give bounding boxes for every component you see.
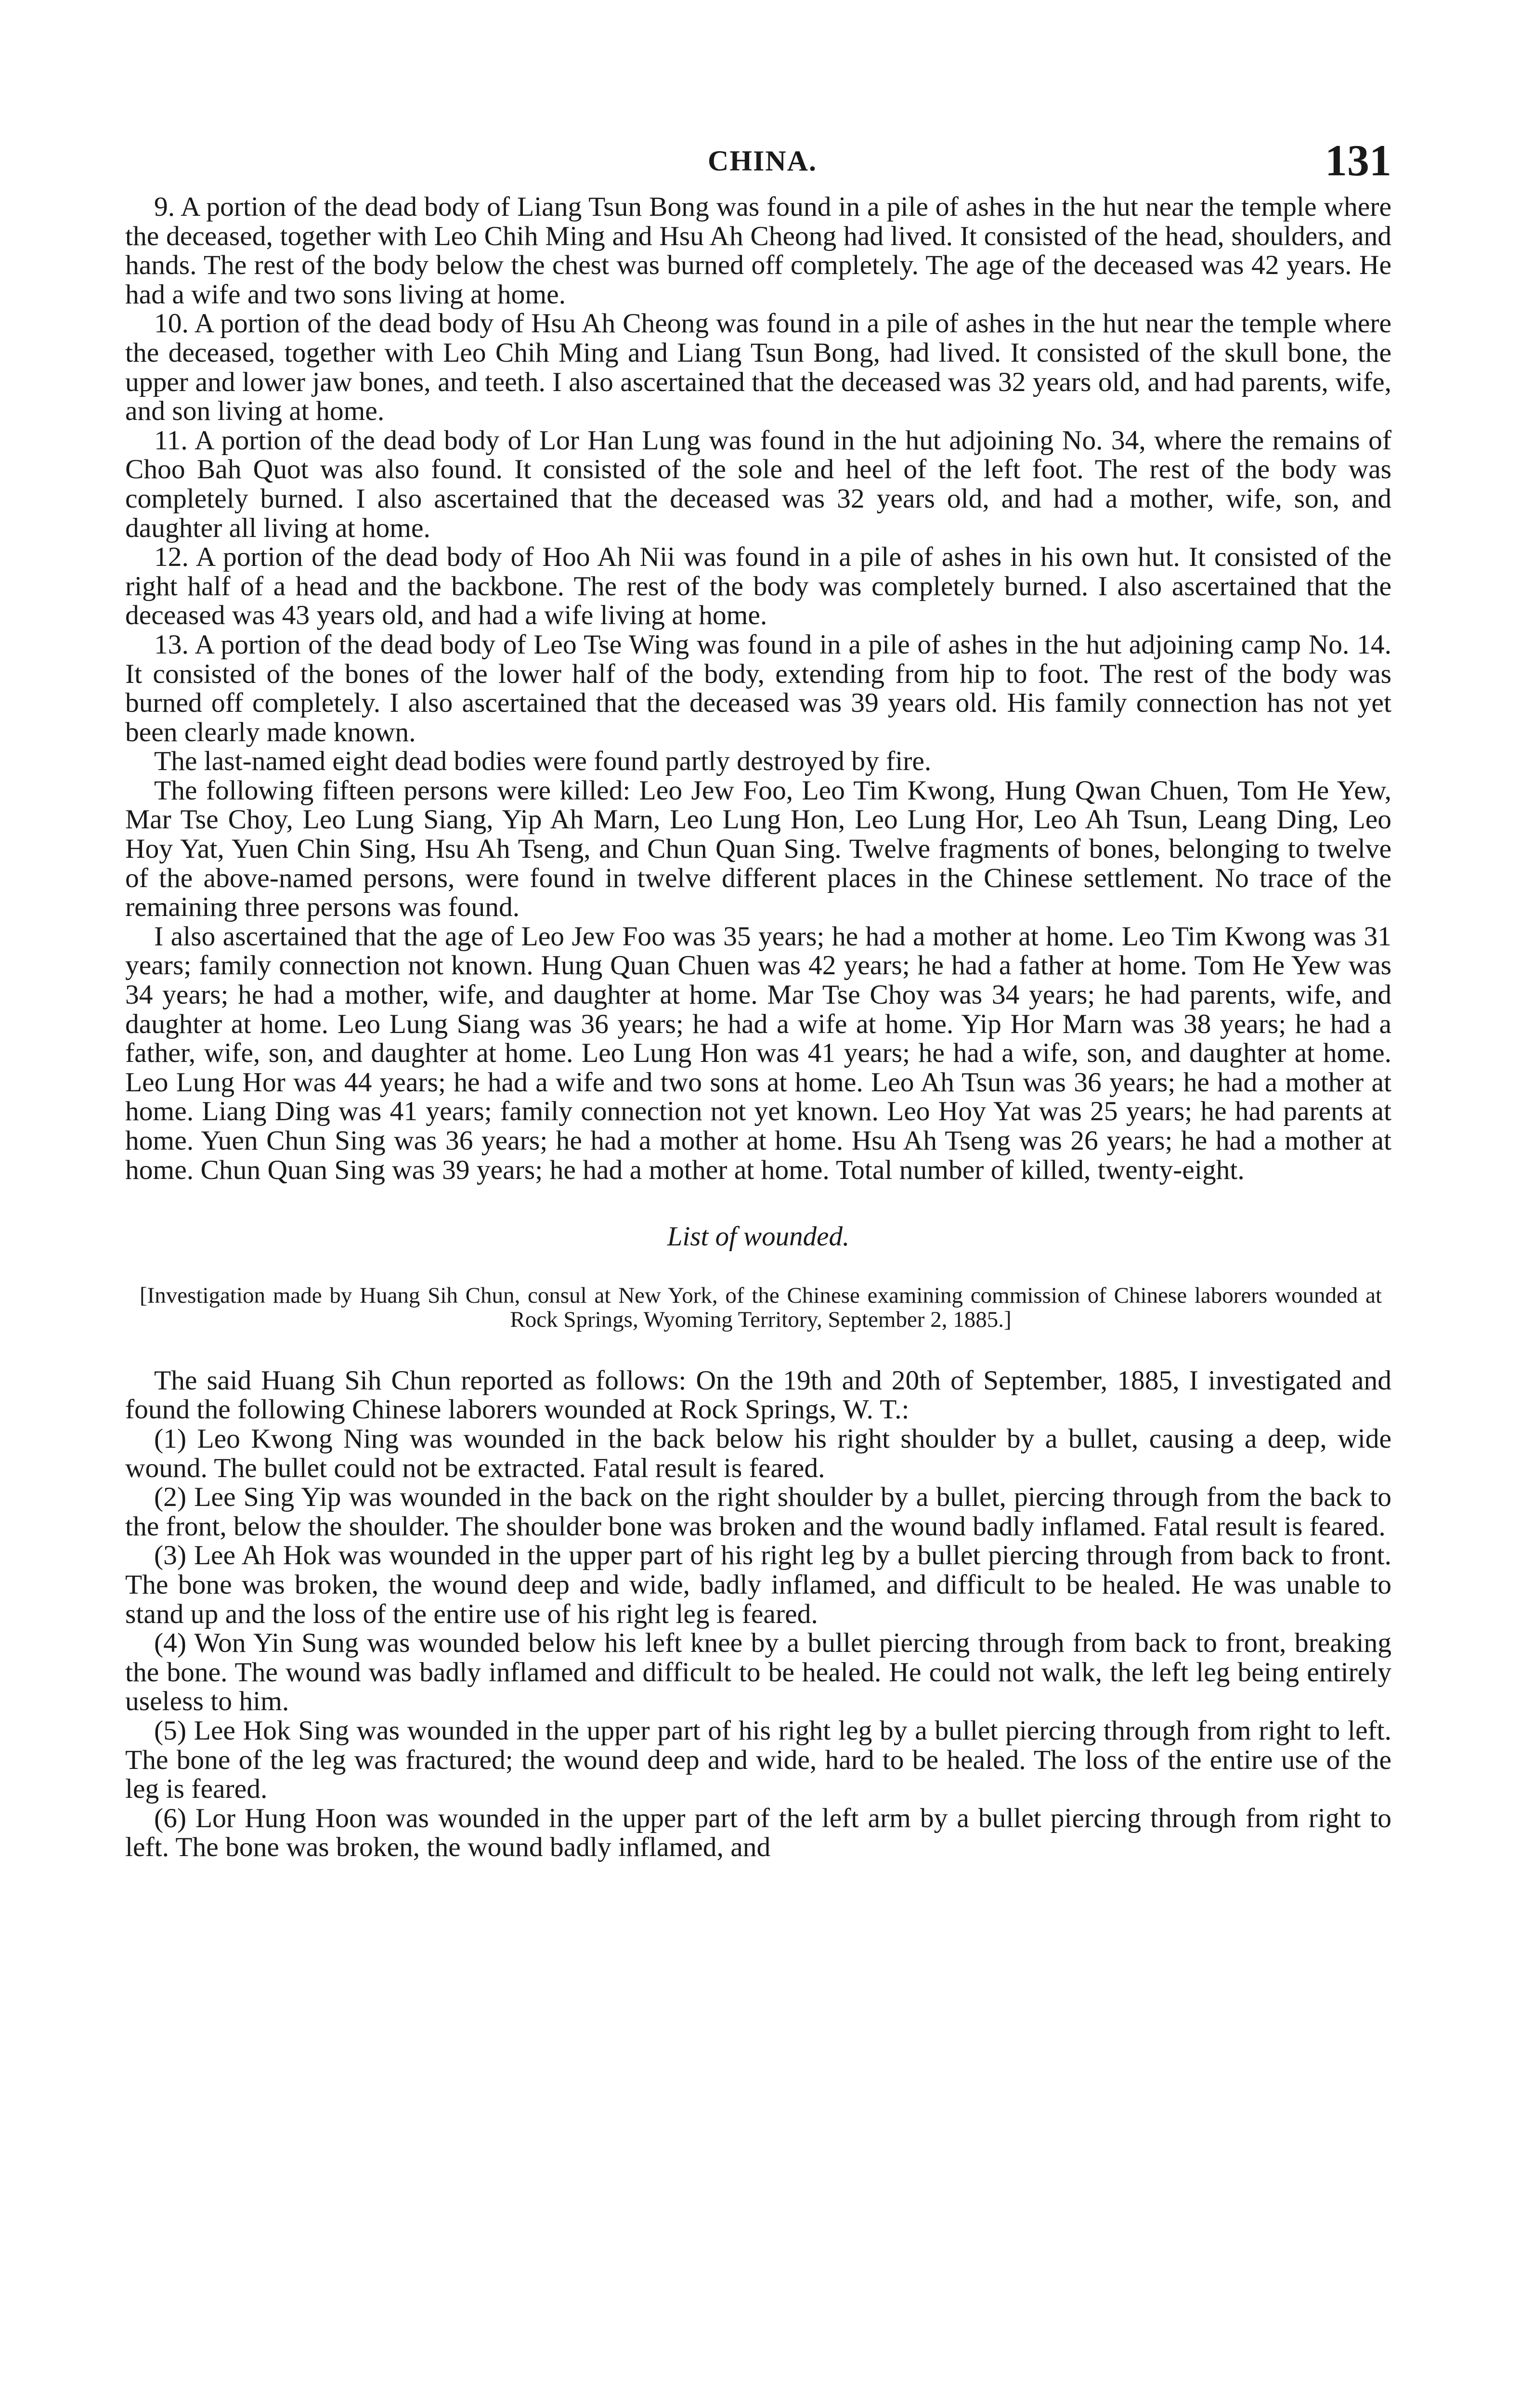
paragraph-item-13: 13. A portion of the dead body of Leo Tse Wing was found in a pile of ashes in the hut adjoining camp No. 14. It consisted of the bones of the lower half of the body, extending from hip to foot. The rest of the body was burned off completely. I also ascertained that the deceased was 39 years old. His family connection has not yet been clearly made known. bbox=[125, 629, 1391, 747]
paragraph-item-12: 12. A portion of the dead body of Hoo Ah Nii was found in a pile of ashes in his own hut. It consisted of the right half of a head and the backbone. The rest of the body was completely burned. I also ascertained that the deceased was 43 years old, and had a wife living at home. bbox=[125, 542, 1391, 631]
body-text-top bbox=[125, 193, 1391, 1185]
bracket-note: [Investigation made by Huang Sih Chun, consul at New York, of the Chinese examining commission of Chinese laborers wounded at Rock Springs, Wyoming Territory, September 2, 1885.] bbox=[140, 1283, 1382, 1332]
wounded-item-1: (1) Leo Kwong Ning was wounded in the back below his right shoulder by a bullet, causing a deep, wide wound. The bullet could not be extracted. Fatal result is feared. bbox=[125, 1423, 1391, 1483]
running-head: CHINA. bbox=[708, 145, 818, 177]
document-page bbox=[125, 0, 1391, 1862]
section-title: List of wounded. bbox=[667, 1221, 850, 1252]
paragraph-item-10: 10. A portion of the dead body of Hsu Ah Cheong was found in a pile of ashes in the hut near the temple where the deceased, together with Leo Chih Ming and Liang Tsun Bong, had lived. It consisted of the skull bone, the upper and lower jaw bones, and teeth. I also ascertained that the deceased was 32 years old, and had parents, wife, and son living at home. bbox=[125, 308, 1391, 427]
paragraph-report-intro: The said Huang Sih Chun reported as follows: On the 19th and 20th of September, 1885, I investigated and found the following Chinese laborers wounded at Rock Springs, W. T.: bbox=[125, 1365, 1391, 1425]
paragraph-item-11: 11. A portion of the dead body of Lor Han Lung was found in the hut adjoining No. 34, where the remains of Choo Bah Quot was also found. It consisted of the sole and heel of the left foot. The rest of the body was completely burned. I also ascertained that the deceased was 32 years old, and had a mother, wife, son, and daughter all living at home. bbox=[125, 425, 1391, 543]
wounded-item-5: (5) Lee Hok Sing was wounded in the upper part of his right leg by a bullet piercing through from right to left. The bone of the leg was fractured; the wound deep and wide, hard to be healed. The loss of the entire use of the leg is feared. bbox=[125, 1715, 1391, 1805]
wounded-item-4: (4) Won Yin Sung was wounded below his left knee by a bullet piercing through from back to front, breaking the bone. The wound was badly inflamed and difficult to be healed. He could not walk, the left leg being entirely useless to him. bbox=[125, 1628, 1391, 1717]
wounded-item-6: (6) Lor Hung Hoon was wounded in the upper part of the left arm by a bullet piercing through from right to left. The bone was broken, the wound badly inflamed, and bbox=[125, 1803, 1391, 1863]
page-header bbox=[125, 136, 1391, 193]
wounded-item-3: (3) Lee Ah Hok was wounded in the upper part of his right leg by a bullet piercing through from back to front. The bone was broken, the wound deep and wide, badly inflamed, and difficult to be healed. He was unable to stand up and the loss of the entire use of his right leg is feared. bbox=[125, 1540, 1391, 1629]
paragraph-ages: I also ascertained that the age of Leo Jew Foo was 35 years; he had a mother at home. Leo Tim Kwong was 31 years; family connection not known. Hung Quan Chuen was 42 years; he had a father at home. Tom He Yew was 34 years; he had a mother, wife, and daughter at home. Mar Tse Choy was 34 years; he had parents, wife, and daughter at home. Leo Lung Siang was 36 years; he had a wife at home. Yip Hor Marn was 38 years; he had a father, wife, son, and daughter at home. Leo Lung Hon was 41 years; he had a wife, son, and daughter at home. Leo Lung Hor was 44 years; he had a wife and two sons at home. Leo Ah Tsun was 36 years; he had a mother at home. Liang Ding was 41 years; family connection not yet known. Leo Hoy Yat was 25 years; he had parents at home. Yuen Chun Sing was 36 years; he had a mother at home. Hsu Ah Tseng was 26 years; he had a mother at home. Chun Quan Sing was 39 years; he had a mother at home. Total number of killed, twenty-eight. bbox=[125, 921, 1391, 1185]
paragraph-summary: The last-named eight dead bodies were found partly destroyed by fire. bbox=[154, 746, 932, 777]
wounded-item-2: (2) Lee Sing Yip was wounded in the back on the right shoulder by a bullet, piercing through from the back to the front, below the shoulder. The shoulder bone was broken and the wound badly inflamed. Fatal result is feared. bbox=[125, 1482, 1391, 1542]
paragraph-item-9: 9. A portion of the dead body of Liang Tsun Bong was found in a pile of ashes in the hut near the temple where the deceased, together with Leo Chih Ming and Hsu Ah Cheong had lived. It consisted of the head, shoulders, and hands. The rest of the body below the chest was burned off completely. The age of the deceased was 42 years. He had a wife and two sons living at home. bbox=[125, 192, 1391, 310]
paragraph-killed-list: The following fifteen persons were killed: Leo Jew Foo, Leo Tim Kwong, Hung Qwan Chuen, Tom He Yew, Mar Tse Choy, Leo Lung Siang, Yip Ah Marn, Leo Lung Hon, Leo Lung Hor, Leo Ah Tsun, Leang Ding, Leo Hoy Yat, Yuen Chin Sing, Hsu Ah Tseng, and Chun Quan Sing. Twelve fragments of bones, belonging to twelve of the above-named persons, were found in twelve different places in the Chinese settlement. No trace of the remaining three persons was found. bbox=[125, 775, 1391, 923]
body-text-bottom bbox=[125, 1366, 1391, 1862]
page-number: 131 bbox=[1325, 136, 1391, 185]
